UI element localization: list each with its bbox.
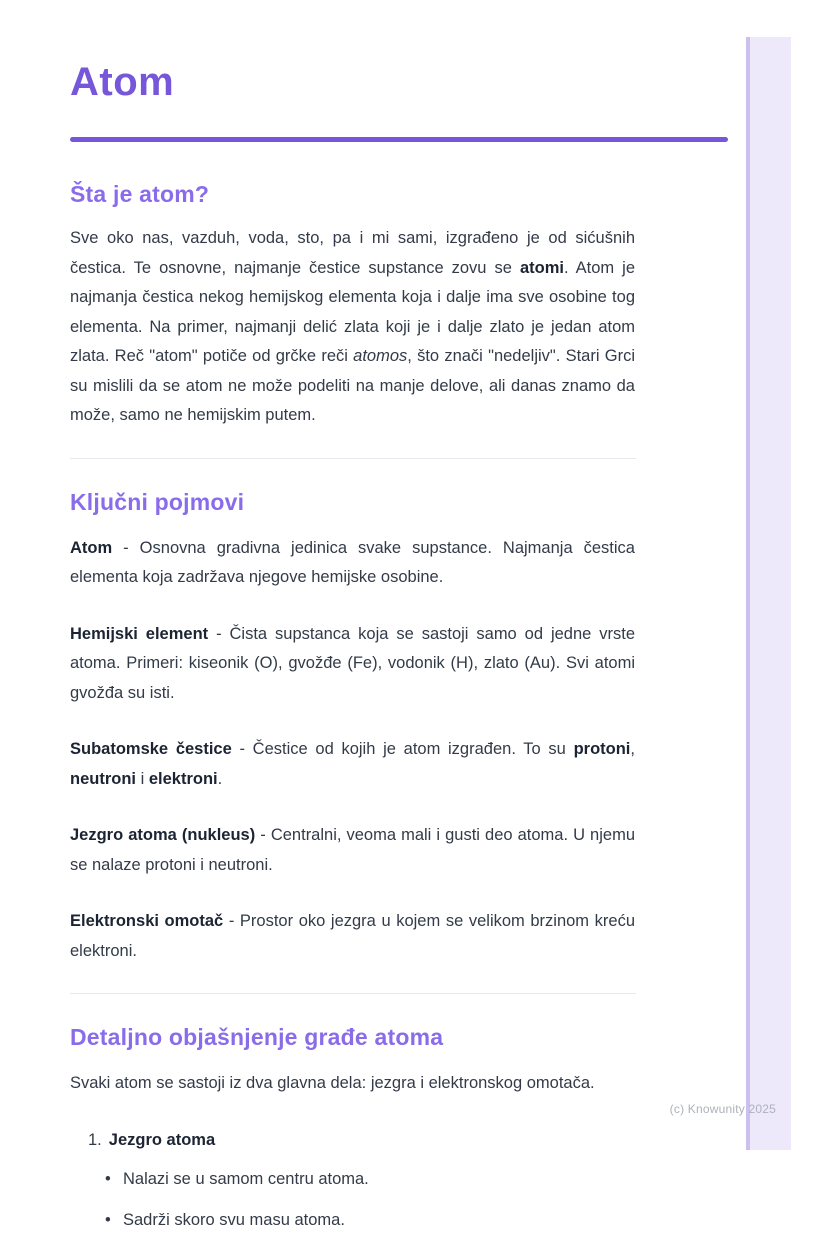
- page-title: Atom: [70, 60, 175, 104]
- definition-term: Hemijski element: [70, 624, 209, 643]
- definition-text: i: [136, 769, 149, 788]
- bold-term-neutroni: neutroni: [70, 769, 136, 788]
- section-heading-key-terms: Ključni pojmovi: [70, 488, 245, 515]
- bold-term-atomi: atomi: [519, 258, 564, 277]
- definition-atom: [70, 534, 635, 593]
- paragraph-segment: . Atom je najmanja čestica nekog hemijskog elementa koja i dalje ima sve osobine tog elementa. Na primer, najmanji delić zlata koji je i dalje zlato je jedan atom zlata. Reč "atom" potiče od grčke reči: [70, 258, 636, 365]
- bullet-icon: •: [105, 1210, 111, 1229]
- definition-term: Elektronski omotač: [70, 912, 224, 930]
- section-heading-what-is-atom: Šta je atom?: [70, 181, 210, 207]
- definition-text: - Čestice od kojih je atom izgrađen. To su: [231, 740, 574, 758]
- definition-subatomske-cestice: [70, 735, 635, 794]
- definition-text: .: [217, 769, 223, 788]
- paragraph-segment: Sve oko nas, vazduh, voda, sto, pa i mi sami, izgrađeno je od sićušnih čestica. Te osnovne, najmanje čestice supstance zovu se: [70, 229, 635, 277]
- section-divider: [70, 458, 636, 459]
- section-what-is-atom: [70, 179, 728, 431]
- bullet-item: [105, 1165, 728, 1195]
- section-heading-structure: Detaljno objašnjenje građe atoma: [70, 1024, 444, 1050]
- definition-elektronski-omotac: [70, 907, 635, 966]
- definition-text: - Čista supstanca koja se sastoji samo od jedne vrste atoma. Primeri: kiseonik (O), gvožđe (Fe), vodonik (H), zlato (Au). Svi atomi gvožđa su isti.: [70, 624, 635, 702]
- page-edge-decoration: [746, 37, 791, 1150]
- definition-text: ,: [630, 740, 635, 758]
- numbered-list-item: [88, 1126, 728, 1156]
- paragraph-segment: , što znači "nedeljiv". Stari Grci su mislili da se atom ne može podeliti na manje delove, ali danas znamo da može, samo ne hemijskim putem.: [70, 347, 635, 424]
- bullet-text: Nalazi se u samom centru atoma.: [123, 1170, 369, 1188]
- definition-hemijski-element: [70, 620, 635, 709]
- definition-term: Jezgro atoma (nukleus): [70, 826, 256, 844]
- italic-term-atomos: atomos: [353, 347, 408, 365]
- definition-text: - Centralni, veoma mali i gusti deo atoma. U njemu se nalaze protoni i neutroni.: [70, 826, 635, 874]
- definition-text: - Prostor oko jezgra u kojem se velikom brzinom kreću elektroni.: [70, 912, 636, 960]
- section-atom-structure: [70, 1022, 728, 1235]
- section-key-terms: [70, 487, 728, 967]
- document-content: [70, 0, 728, 1246]
- bold-term-elektroni: elektroni: [148, 769, 218, 788]
- bullet-list: [105, 1165, 728, 1235]
- copyright-watermark: (c) Knowunity 2025: [669, 1102, 776, 1116]
- definition-term: Atom: [70, 538, 113, 557]
- list-item-title: Jezgro atoma: [108, 1130, 216, 1149]
- definition-text: - Osnovna gradivna jedinica svake supstance. Najmanja čestica elementa koja zadržava njegove hemijske osobine.: [70, 538, 635, 586]
- title-underline-rule: [70, 137, 728, 142]
- section-divider: [70, 993, 636, 994]
- bullet-text: Sadrži skoro svu masu atoma.: [123, 1210, 345, 1229]
- bullet-icon: •: [105, 1170, 111, 1188]
- bullet-item: [105, 1206, 728, 1236]
- structure-intro-paragraph: Svaki atom se sastoji iz dva glavna dela: jezgra i elektronskog omotača.: [70, 1074, 595, 1092]
- definition-jezgro-atoma: [70, 821, 635, 880]
- list-number: 1.: [88, 1130, 102, 1149]
- bold-term-protoni: protoni: [573, 740, 631, 758]
- definition-term: Subatomske čestice: [70, 740, 232, 758]
- intro-paragraph: [70, 224, 635, 431]
